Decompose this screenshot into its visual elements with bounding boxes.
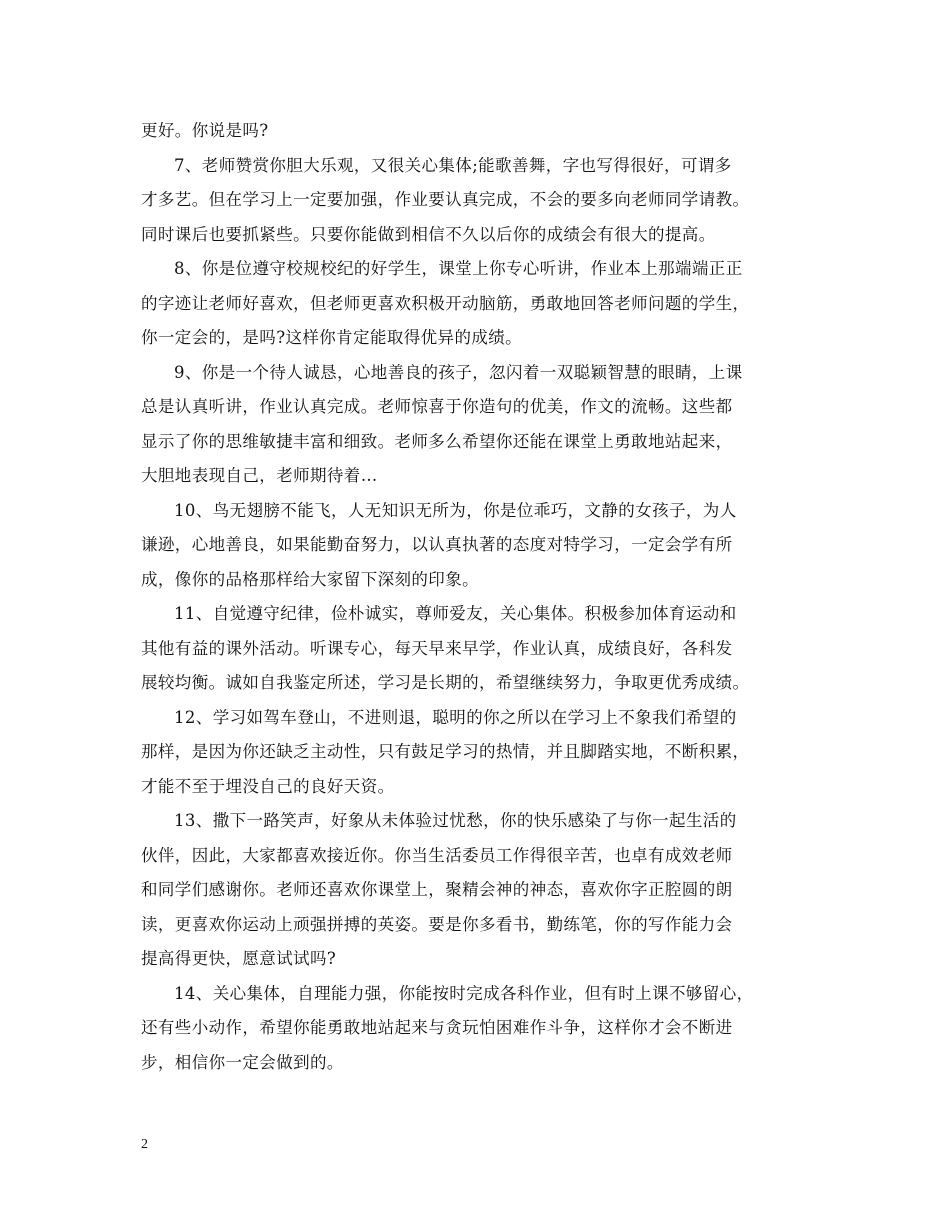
paragraph-line: 10、鸟无翅膀不能飞，人无知识无所为，你是位乖巧，文静的女孩子，为人 bbox=[174, 500, 737, 520]
paragraph-6-continuation bbox=[141, 114, 813, 149]
paragraph-line: 的字迹让老师好喜欢，但老师更喜欢积极开动脑筋，勇敢地回答老师问题的学生， bbox=[141, 293, 750, 313]
paragraph-line: 7、老师赞赏你胆大乐观，又很关心集体;能歌善舞，字也写得很好，可谓多 bbox=[174, 155, 732, 175]
paragraph-line: 更好。你说是吗? bbox=[141, 121, 269, 140]
paragraph-14 bbox=[141, 977, 813, 1081]
paragraph-line: 成，像你的品格那样给大家留下深刻的印象。 bbox=[141, 569, 479, 589]
paragraph-line: 13、撒下一路笑声，好象从未体验过忧愁，你的快乐感染了与你一起生活的 bbox=[174, 811, 737, 830]
paragraph-line: 9、你是一个待人诚恳，心地善良的孩子，忽闪着一双聪颖智慧的眼睛，上课 bbox=[174, 362, 743, 382]
paragraph-9 bbox=[141, 356, 813, 494]
paragraph-line: 显示了你的思维敏捷丰富和细致。老师多么希望你还能在课堂上勇敢地站起来， bbox=[141, 431, 733, 451]
paragraph-line: 读，更喜欢你运动上顽强拼搏的英姿。要是你多看书，勤练笔，你的写作能力会 bbox=[141, 914, 733, 934]
paragraph-line: 提高得更快，愿意试试吗? bbox=[141, 949, 337, 968]
paragraph-line: 12、学习如驾车登山，不进则退，聪明的你之所以在学习上不象我们希望的 bbox=[174, 707, 737, 727]
paragraph-line: 和同学们感谢你。老师还喜欢你课堂上，聚精会神的神态，喜欢你字正腔圆的朗 bbox=[141, 880, 733, 899]
paragraph-line: 其他有益的课外活动。听课专心，每天早来早学，作业认真，成绩良好，各科发 bbox=[141, 638, 733, 658]
paragraph-line: 谦逊，心地善良，如果能勤奋努力，以认真执著的态度对特学习，一定会学有所 bbox=[141, 535, 733, 554]
paragraph-line: 才多艺。但在学习上一定要加强，作业要认真完成，不会的要多向老师同学请教。 bbox=[141, 190, 750, 209]
paragraph-line: 展较均衡。诚如自我鉴定所述，学习是长期的，希望继续努力，争取更优秀成绩。 bbox=[141, 673, 750, 692]
document-body bbox=[141, 114, 813, 1080]
paragraph-line: 同时课后也要抓紧些。只要你能做到相信不久以后你的成绩会有很大的提高。 bbox=[141, 224, 716, 244]
paragraph-line: 总是认真听讲，作业认真完成。老师惊喜于你造句的优美，作文的流畅。这些都 bbox=[141, 397, 733, 416]
paragraph-10 bbox=[141, 494, 813, 598]
paragraph-8 bbox=[141, 252, 813, 356]
paragraph-line: 11、自觉遵守纪律，俭朴诚实，尊师爱友，关心集体。积极参加体育运动和 bbox=[174, 604, 737, 623]
paragraph-7 bbox=[141, 149, 813, 253]
page-number: 2 bbox=[141, 1137, 148, 1152]
paragraph-line: 步，相信你一定会做到的。 bbox=[141, 1052, 344, 1072]
paragraph-13 bbox=[141, 804, 813, 977]
paragraph-line: 才能不至于埋没自己的良好天资。 bbox=[141, 776, 395, 796]
paragraph-line: 14、关心集体，自理能力强，你能按时完成各科作业，但有时上课不够留心， bbox=[174, 983, 754, 1003]
paragraph-line: 还有些小动作，希望你能勇敢地站起来与贪玩怕困难作斗争，这样你才会不断进 bbox=[141, 1018, 733, 1037]
paragraph-11 bbox=[141, 597, 813, 701]
paragraph-line: 那样，是因为你还缺乏主动性，只有鼓足学习的热情，并且脚踏实地，不断积累， bbox=[141, 742, 750, 761]
paragraph-12 bbox=[141, 701, 813, 805]
paragraph-line: 伙伴，因此，大家都喜欢接近你。你当生活委员工作得很辛苦，也卓有成效老师 bbox=[141, 845, 733, 865]
paragraph-line: 8、你是位遵守校规校纪的好学生，课堂上你专心听讲，作业本上那端端正正 bbox=[174, 259, 743, 278]
paragraph-line: 大胆地表现自己，老师期待着… bbox=[141, 466, 378, 485]
paragraph-line: 你一定会的，是吗?这样你肯定能取得优异的成绩。 bbox=[141, 328, 523, 347]
